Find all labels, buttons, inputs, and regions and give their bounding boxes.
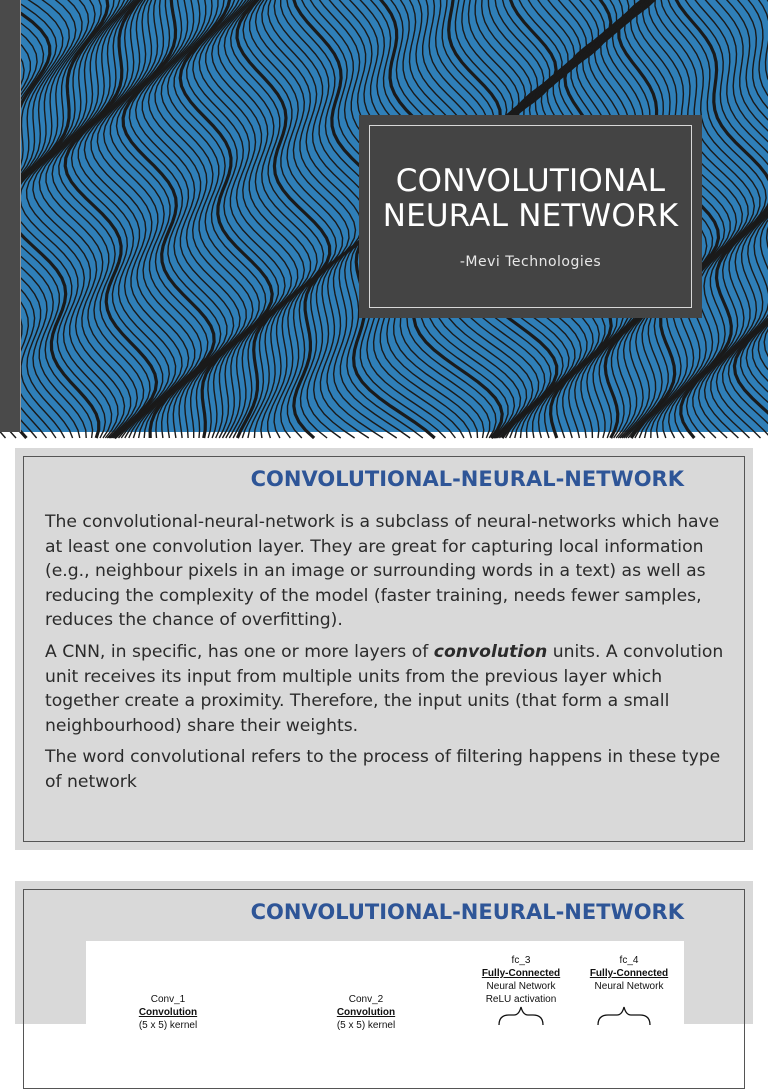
conv1-name: Conv_1 [138, 993, 198, 1006]
paragraph-2-start: A CNN, in specific, has one or more layers of [45, 642, 434, 662]
conv2-name: Conv_2 [336, 993, 396, 1006]
title-slide [0, 0, 768, 432]
slide-title [383, 164, 679, 234]
fc4-type: Fully-Connected [587, 967, 671, 980]
fc4-brace [598, 1007, 650, 1025]
paragraph-2 [45, 640, 735, 738]
content-frame [23, 456, 745, 842]
convolution-emphasis: convolution [434, 642, 548, 662]
title-box [359, 115, 702, 318]
diagram-slide [15, 881, 753, 1024]
diagram-braces [86, 941, 684, 1061]
fc3-desc2: ReLU activation [479, 993, 563, 1006]
cnn-architecture-diagram [86, 941, 684, 1061]
conv1-type: Convolution [138, 1006, 198, 1019]
fc3-desc1: Neural Network [479, 980, 563, 993]
fc3-name: fc_3 [479, 954, 563, 967]
fc3-type: Fully-Connected [479, 967, 563, 980]
title-line-2: NEURAL NETWORK [383, 198, 679, 234]
conv2-type: Convolution [336, 1006, 396, 1019]
slide-heading: CONVOLUTIONAL-NEURAL-NETWORK [24, 467, 744, 491]
conv2-kernel: (5 x 5) kernel [336, 1019, 396, 1032]
fc4-desc1: Neural Network [587, 980, 671, 993]
slide-body [45, 510, 735, 802]
conv1-kernel: (5 x 5) kernel [138, 1019, 198, 1032]
left-accent-bar [0, 0, 21, 432]
content-slide [15, 448, 753, 850]
title-line-1: CONVOLUTIONAL [396, 163, 665, 199]
fc4-name: fc_4 [587, 954, 671, 967]
fc3-brace [499, 1007, 543, 1025]
diagram-frame [23, 889, 745, 1089]
title-box-frame [369, 125, 692, 308]
paragraph-3: The word convolutional refers to the process of filtering happens in these type of network [45, 745, 735, 794]
paragraph-1: The convolutional-neural-network is a subclass of neural-networks which have at least one convolution layer. They are great for capturing local information (e.g., neighbour pixels in an image or surrounding words in a text) as well as reducing the complexity of the model (faster training, needs fewer samples, reduces the chance of overfitting). [45, 510, 735, 633]
slide-subtitle: -Mevi Technologies [460, 254, 601, 270]
slide-heading: CONVOLUTIONAL-NEURAL-NETWORK [24, 900, 744, 924]
paragraph-2-end: units. A convolution unit receives its input from multiple units from the previous layer which together create a proximity. Therefore, the input units (that form a small neighbourhood) share their weights. [45, 642, 723, 736]
